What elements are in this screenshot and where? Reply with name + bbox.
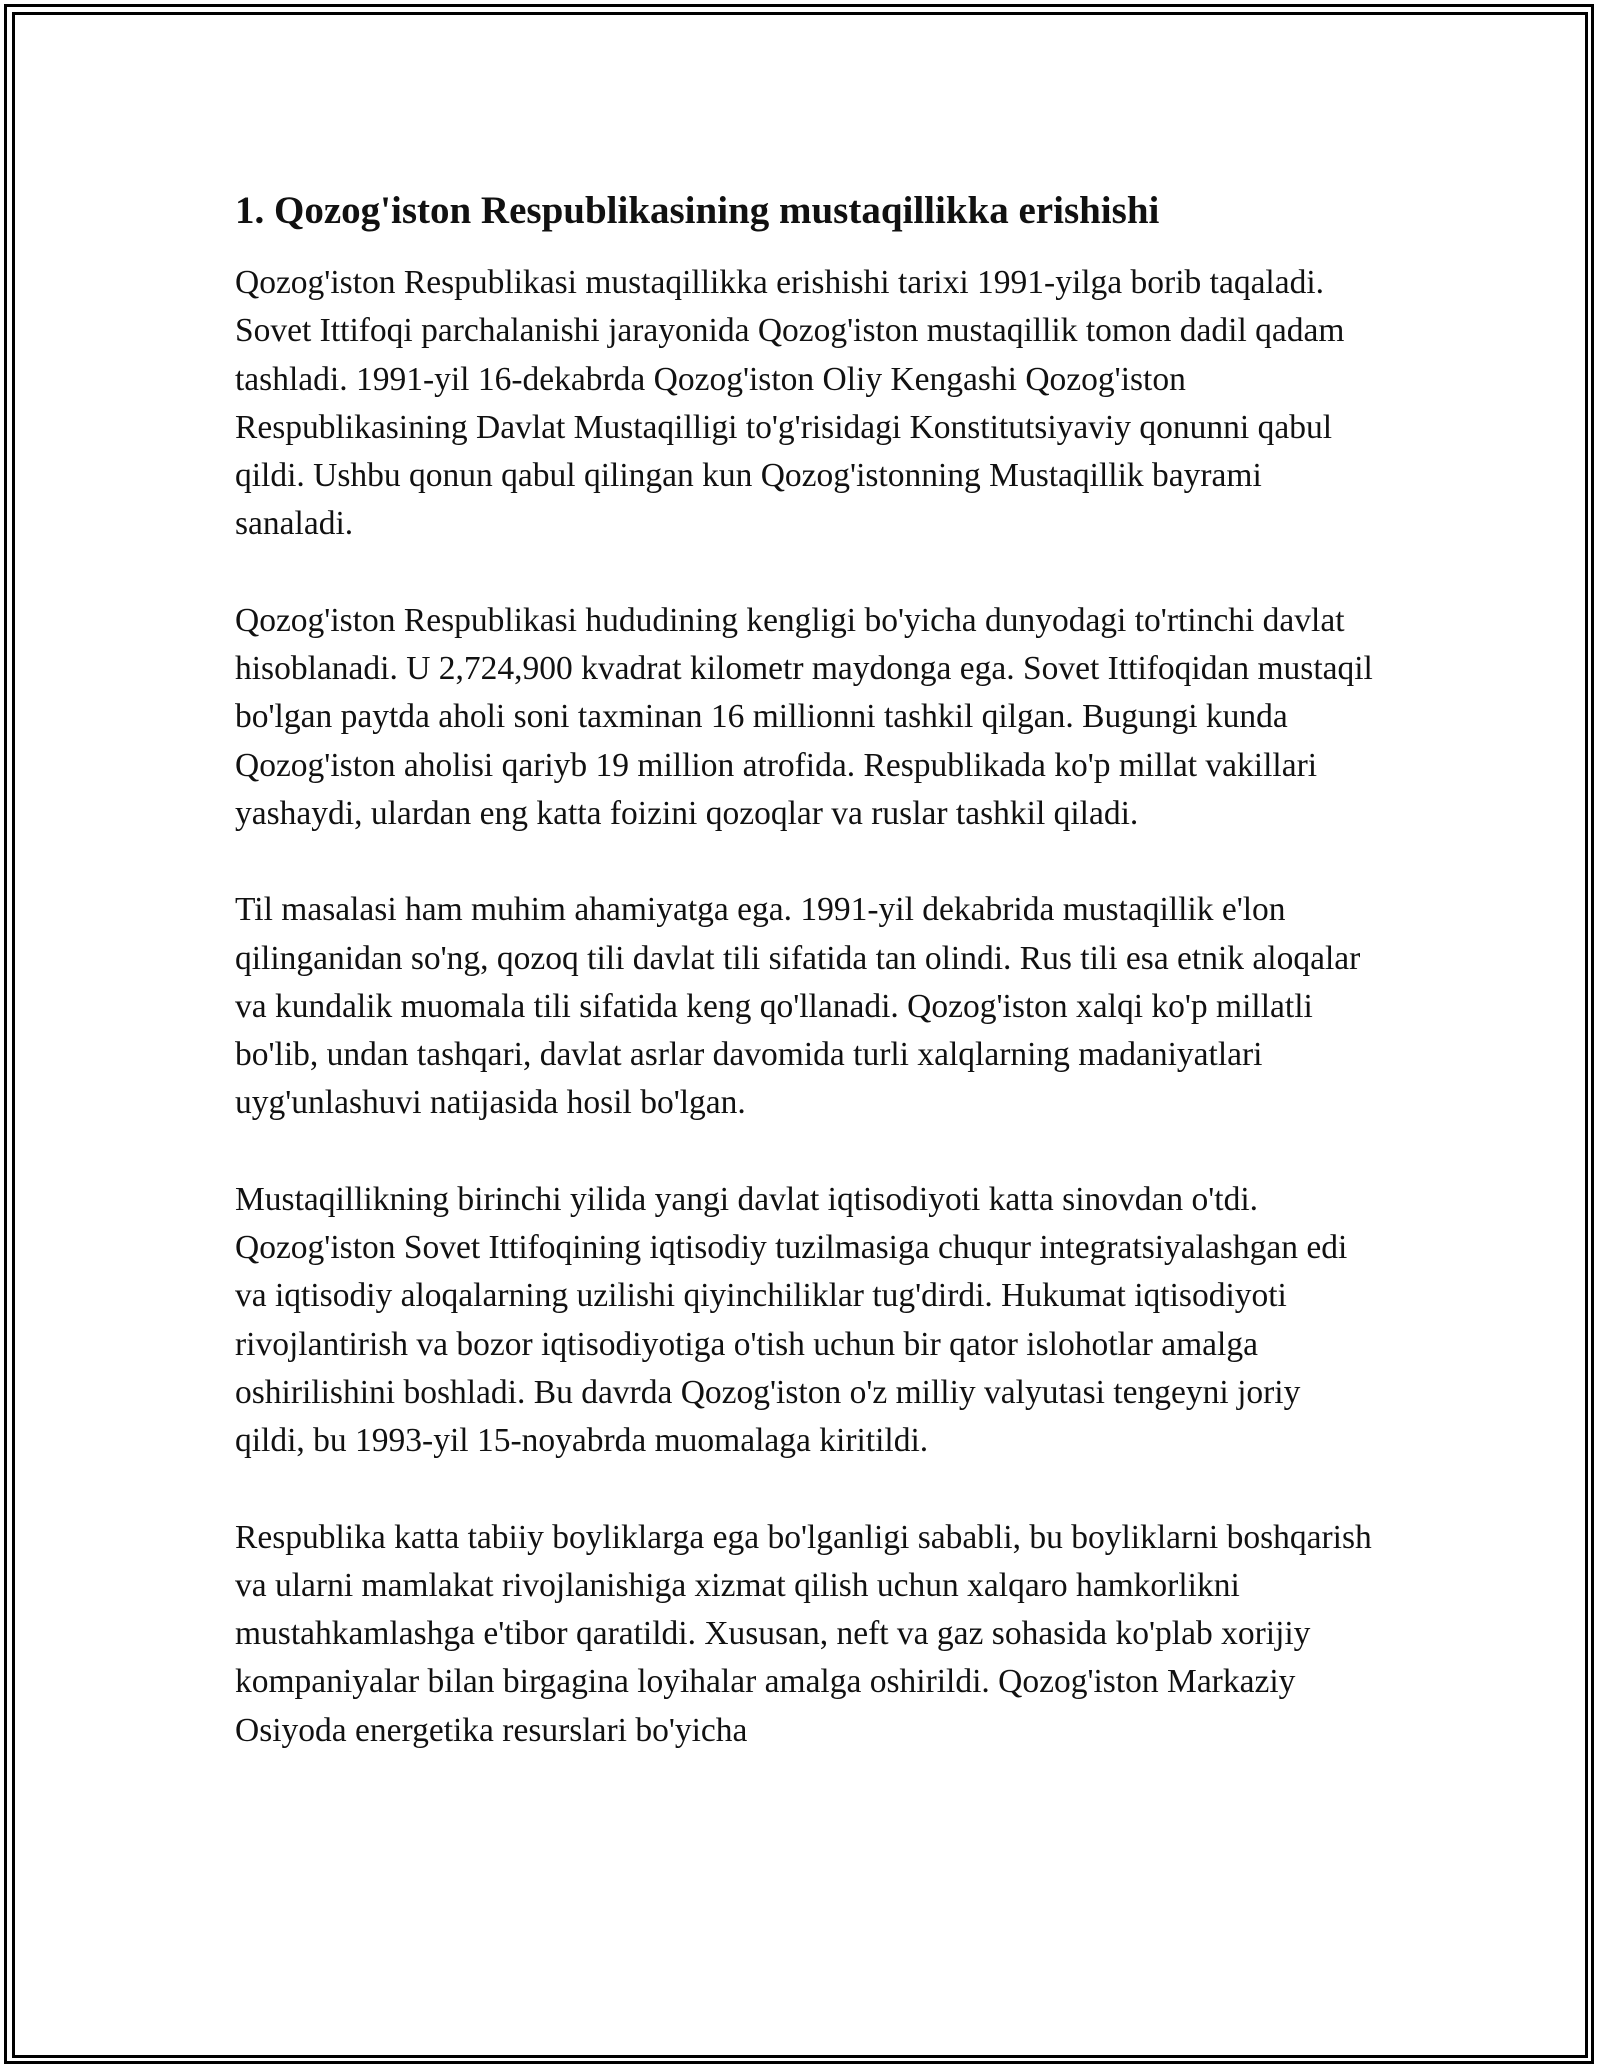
paragraph-5: Respublika katta tabiiy boyliklarga ega bo'lganligi sababli, bu boyliklarni boshqarish va ularni mamlakat rivojlanishiga xizmat qilish uchun xalqaro hamkorlikni mustahkamlashga e'tibor qaratildi. Xususan, neft va gaz sohasida ko'plab xorijiy kompaniyalar bilan birgagina loyihalar amalga oshirildi. Qozog'iston Markaziy Osiyoda energetika resurslari bo'yicha [235, 1518, 1372, 1749]
paragraph-4: Mustaqillikning birinchi yilida yangi davlat iqtisodiyoti katta sinovdan o'tdi. Qozog'iston Sovet Ittifoqining iqtisodiy tuzilmasiga chuqur integratsiyalashgan edi va iqtisodiy aloqalarning uzilishi qiyinchiliklar tug'dirdi. Hukumat iqtisodiyoti rivojlantirish va bozor iqtisodiyotiga o'tish uchun bir qator islohotlar amalga oshirilishini boshladi. Bu davrda Qozog'iston o'z milliy valyutasi tengeyni joriy qildi, bu 1993-yil 15-noyabrda muomalaga kiritildi. [235, 1180, 1348, 1460]
paragraph-2: Qozog'iston Respublikasi hududining kengligi bo'yicha dunyodagi to'rtinchi davlat hisoblanadi. U 2,724,900 kvadrat kilometr maydonga ega. Sovet Ittifoqidan mustaqil bo'lgan paytda aholi soni taxminan 16 millionni tashkil qilgan. Bugungi kunda Qozog'iston aholisi qariyb 19 million atrofida. Respublikada ko'p millat vakillari yashaydi, ulardan eng katta foizini qozoqlar va ruslar tashkil qiladi. [235, 601, 1373, 832]
paragraph-3: Til masalasi ham muhim ahamiyatga ega. 1991-yil dekabrida mustaqillik e'lon qilinganidan so'ng, qozoq tili davlat tili sifatida tan olindi. Rus tili esa etnik aloqalar va kundalik muomala tili sifatida keng qo'llanadi. Qozog'iston xalqi ko'p millatli bo'lib, undan tashqari, davlat asrlar davomida turli xalqlarning madaniyatlari uyg'unlashuvi natijasida hosil bo'lgan. [235, 891, 1361, 1122]
paragraph-1: Qozog'iston Respublikasi mustaqillikka erishishi tarixi 1991-yilga borib taqaladi. Sovet Ittifoqi parchalanishi jarayonida Qozog'iston mustaqillik tomon dadil qadam tashladi. 1991-yil 16-dekabrda Qozog'iston Oliy Kengashi Qozog'iston Respublikasining Davlat Mustaqilligi to'g'risidagi Konstitutsiyaviy qonunni qabul qildi. Ushbu qonun qabul qilingan kun Qozog'istonning Mustaqillik bayrami sanaladi. [235, 264, 1345, 543]
document-body [235, 185, 1375, 1803]
section-heading: 1. Qozog'iston Respublikasining mustaqillikka erishishi [235, 189, 1160, 232]
